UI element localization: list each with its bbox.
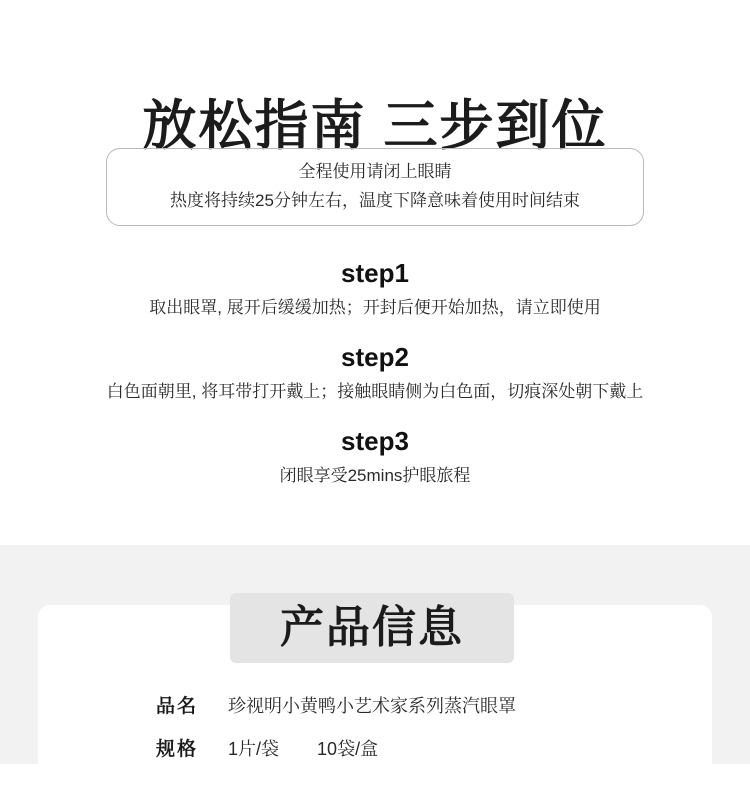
product-info-section: [0, 545, 750, 764]
table-row: [38, 691, 712, 718]
step-item: [0, 339, 750, 405]
info-value-primary: 1片/袋: [228, 739, 280, 759]
step-label: step1: [341, 258, 409, 288]
product-info-card: [38, 605, 712, 805]
product-info-table: [38, 691, 712, 777]
info-value-secondary: 10袋/盒: [317, 739, 379, 759]
usage-notice-line-2: 热度将持续25分钟左右，温度下降意味着使用时间结束: [170, 191, 580, 210]
step-label: step3: [341, 425, 409, 456]
page-title: 放松指南 三步到位: [142, 96, 608, 157]
steps-list: [0, 255, 750, 507]
info-key: 规格: [155, 739, 198, 760]
info-value-primary: 珍视明小黄鸭小艺术家系列蒸汽眼罩: [228, 696, 516, 716]
info-value: [228, 735, 378, 761]
info-value: [228, 692, 516, 718]
step-item: [0, 255, 750, 321]
product-info-heading-banner: [230, 593, 514, 663]
step-label: step2: [341, 341, 409, 372]
usage-notice-line-1: 全程使用请闭上眼睛: [298, 162, 452, 182]
product-info-heading: 产品信息: [280, 603, 464, 652]
step-text: 白色面朝里, 将耳带打开戴上；接触眼睛侧为白色面，切痕深处朝下戴上: [106, 382, 644, 402]
step-item: [0, 423, 750, 489]
info-key: 品名: [155, 696, 198, 717]
step-text: 取出眼罩, 展开后缓缓加热；开封后便开始加热，请立即使用: [149, 298, 601, 318]
step-text: 闭眼享受25mins护眼旅程: [279, 466, 471, 486]
usage-notice-box: [106, 148, 644, 226]
table-row: [38, 734, 712, 761]
